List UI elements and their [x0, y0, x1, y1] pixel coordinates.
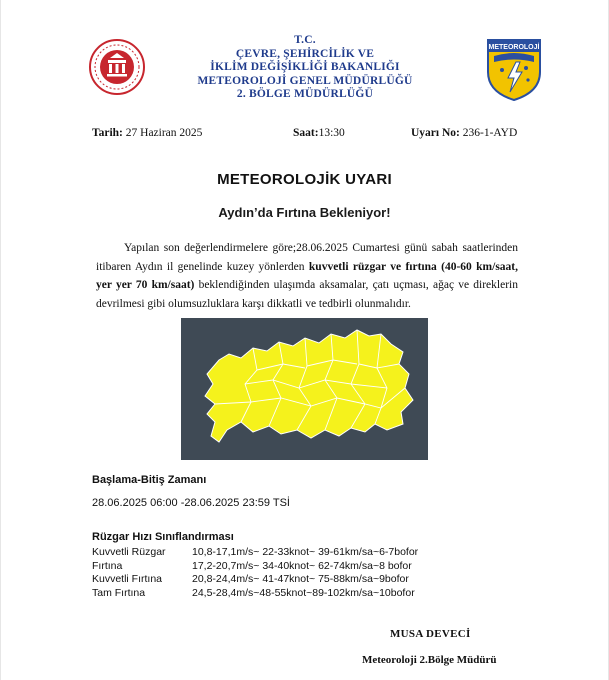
date-field: [92, 127, 202, 139]
period-value: 28.06.2025 06:00 -28.06.2025 23:59 TSİ: [92, 497, 290, 509]
document-title: METEOROLOJİK UYARI: [217, 171, 392, 188]
header-line: 2. BÖLGE MÜDÜRLÜĞÜ: [236, 88, 374, 100]
wind-scale-label: Rüzgar Hızı Sınıflandırması: [92, 531, 234, 543]
body-text-part1: Yapılan son değerlendirmelere göre;28.06.2025 Cumartesi günü sabah saatlerinden itibaren Aydın il genelinde kuzey yönlerden: [96, 242, 518, 273]
period-label: Başlama-Bitiş Zamanı: [92, 474, 207, 486]
aydin-province-shape: [205, 330, 413, 442]
time-field: [293, 127, 345, 139]
warning-body: [96, 239, 518, 313]
wind-class-value: 20,8-24,4m/s~ 41-47knot~ 75-88km/sa~9bofor: [192, 573, 409, 585]
wind-class-name: Fırtına: [92, 559, 123, 572]
wind-class-name: Tam Fırtına: [92, 586, 146, 599]
wind-class-name: Kuvvetli Rüzgar: [92, 546, 166, 558]
signer-name: MUSA DEVECİ: [390, 628, 471, 640]
aydin-warning-map: [181, 318, 428, 460]
date-label: Tarih:: [92, 127, 123, 139]
header-line: METEOROLOJİ GENEL MÜDÜRLÜĞÜ: [197, 74, 413, 87]
wind-class-value: 10,8-17,1m/s~ 22-33knot~ 39-61km/sa~6-7bofor: [192, 546, 419, 558]
warning-label: Uyarı No:: [411, 127, 460, 139]
warning-number-field: [411, 127, 517, 139]
meteoroloji-emblem-icon: [486, 38, 542, 102]
ministry-seal-icon: [88, 38, 146, 96]
header-line: İKLİM DEĞİŞİKLİĞİ BAKANLIĞI: [210, 61, 400, 73]
header-line: ÇEVRE, ŞEHİRCİLİK VE: [235, 47, 375, 60]
wind-class-value: 24,5-28,4m/s~48-55knot~89-102km/sa~10bofor: [192, 586, 415, 599]
header-line: T.C.: [294, 34, 316, 46]
wind-class-name: Kuvvetli Fırtına: [92, 573, 163, 585]
signer-title: Meteoroloji 2.Bölge Müdürü: [362, 654, 497, 666]
time-label: Saat:: [293, 127, 319, 139]
warning-value: 236-1-AYD: [462, 127, 518, 139]
body-text-part2: beklendiğinden ulaşımda aksamalar, çatı uçması, ağaç ve direklerin devrilmesi gibi olumsuzluklara karşı dikkatli ve tedbirli olunmalıdır.: [96, 279, 518, 310]
time-value: 13:30: [318, 127, 345, 139]
document-subtitle: Aydın’da Fırtına Bekleniyor!: [218, 205, 391, 220]
header-title: [170, 34, 440, 102]
body-text-bold: kuvvetli rüzgar ve fırtına (40-60 km/saat, yer yer 70 km/saat): [96, 260, 519, 291]
emblem-label: METEOROLOJİ: [488, 44, 540, 51]
wind-class-value: 17,2-20,7m/s~ 34-40knot~ 62-74km/sa~8 bofor: [192, 559, 412, 572]
date-value: 27 Haziran 2025: [125, 127, 203, 139]
